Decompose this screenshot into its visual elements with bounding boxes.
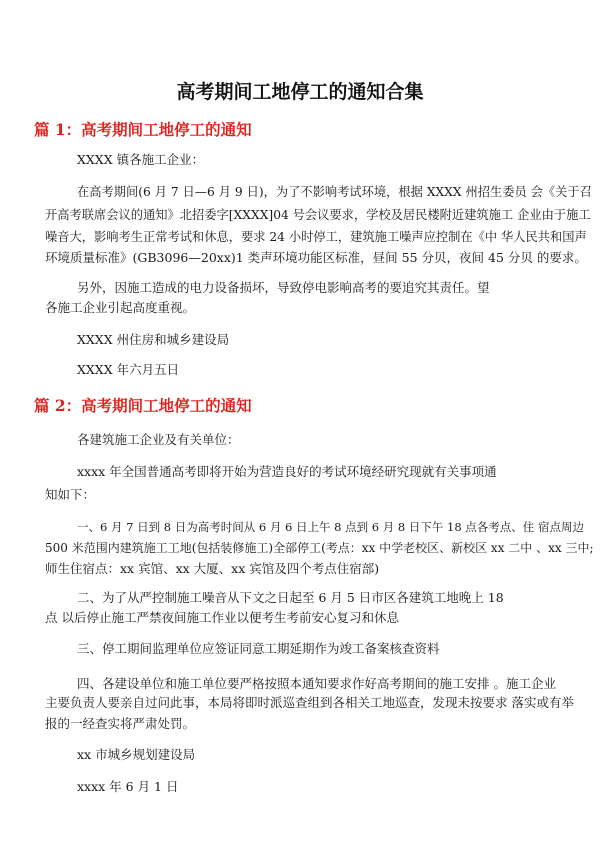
section1-para2-line: 另外，因施工造成的电力设备损坏，导致停电影响高考的要追究其责任。望 [77,280,490,295]
section1-para1-line: 在高考期间(6 月 7 日—6 月 9 日)，为了不影响考试环境，根据 XXXX 州招生委员 会《关于召 [77,185,592,199]
section2-intro-line: xxxx 年全国普通高考即将开始为营造良好的考试环境经研究现就有关事项通 [77,464,497,479]
section2-item4-line: 主要负责人要亲自过问此事，本局将即时派巡查组到各相关工地巡查，发现未按要求 落实或有举 [45,695,574,710]
section1-para1-line: 环境质量标准》(GB3096—20xx)1 类声环境功能区标准，昼间 55 分贝，夜间 45 分贝 的要求。 [45,250,587,265]
section2-item2-line: 点 以后停止施工严禁夜间施工作业以便考生考前安心复习和休息 [45,610,399,625]
section1-issuer: XXXX 州住房和城乡建设局 [77,332,230,347]
section2-item4-line: 报的一经查实将严肃处罚。 [45,716,196,731]
section1-para2-line: 各施工企业引起高度重视。 [45,300,196,315]
section2-intro-line: 知如下： [45,487,96,502]
section1-para1-line: 开高考联席会议的通知》北招委字[XXXX]04 号会议要求，学校及居民楼附近建筑施工 企业由于施工 [45,208,591,222]
document-title: 高考期间工地停工的通知合集 [176,81,424,103]
section2-heading: 篇 2：高考期间工地停工的通知 [34,396,252,415]
section2-item1-line: 师生住宿点：xx 宾馆、xx 大厦、xx 宾馆及四个考点住宿部) [45,561,380,576]
section2-item3: 三、停工期间监理单位应签证同意工期延期作为竣工备案核查资料 [77,641,440,656]
section2-item4-line: 四、各建设单位和施工单位要严格按照本通知要求作好高考期间的施工安排 。施工企业 [77,676,556,691]
section2-item1-line: 500 米范围内建筑施工工地(包括装修施工)全部停工(考点：xx 中学老校区、新校区 xx 二中 、xx 三中; [45,541,594,555]
section1-para1-line: 噪音大，影响考生正常考试和休息，要求 24 小时停工，建筑施工噪声应控制在《中 华人民共和国声 [45,230,587,244]
section1-heading: 篇 1：高考期间工地停工的通知 [34,120,252,139]
section2-item1-line: 一、6 月 7 日到 8 日为高考时间从 6 月 6 日上午 8 点到 6 月 8 日下午 18 点各考点、住 宿点周边 [77,520,584,534]
section1-salutation: XXXX 镇各施工企业： [77,152,205,167]
section2-date: xxxx 年 6 月 1 日 [77,779,179,794]
section1-date: XXXX 年六月五日 [77,362,180,377]
section2-issuer: xx 市城乡规划建设局 [77,747,196,762]
section2-item2-line: 二、为了从严控制施工噪音从下文之日起至 6 月 5 日市区各建筑工地晚上 18 [77,590,504,605]
section2-salutation: 各建筑施工企业及有关单位： [77,432,240,447]
